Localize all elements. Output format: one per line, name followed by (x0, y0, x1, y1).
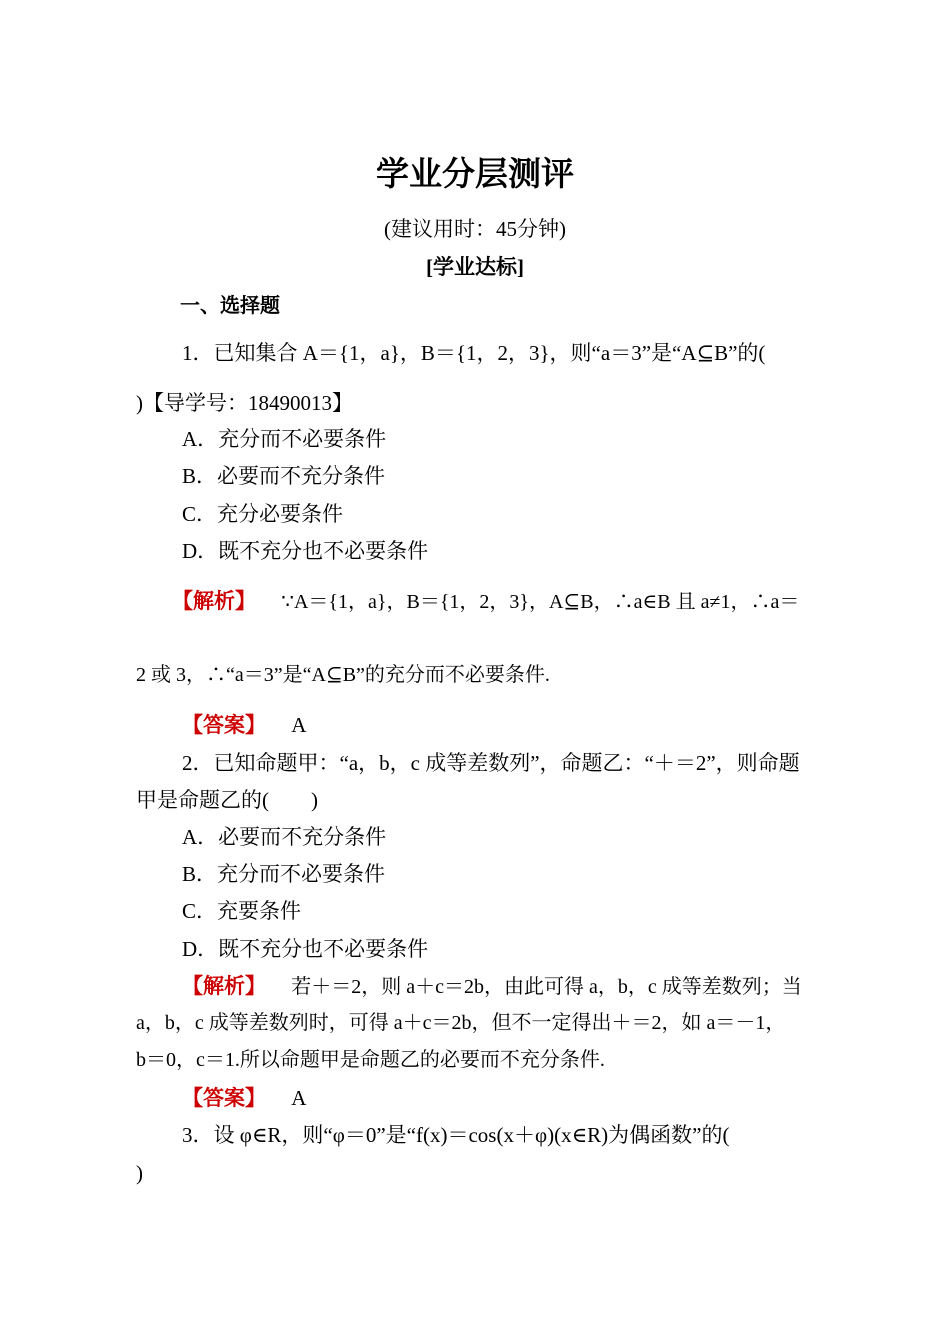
q2-stem-line1: 2．已知命题甲：“a，b，c 成等差数列”，命题乙：“＋＝2”，则命题 (182, 751, 800, 775)
q2-stem-line2: 甲是命题乙的( ) (136, 788, 318, 812)
q1-answer-tag: 【答案】 (182, 713, 266, 737)
q2-analysis-tag: 【解析】 (182, 974, 266, 998)
q1-analysis-text1: ∵A＝{1，a}，B＝{1，2，3}，A⊆B，∴a∈B 且 a≠1，∴a＝ (281, 591, 800, 613)
q2-analysis-line1 (182, 972, 802, 1001)
q1-stem-line2: )【导学号：18490013】 (136, 391, 353, 415)
q2-analysis-text1: 若＋＝2，则 a＋c＝2b，由此可得 a，b，c 成等差数列；当 (291, 976, 802, 998)
q2-answer-tag: 【答案】 (182, 1086, 266, 1110)
section-heading: 一、选择题 (180, 293, 280, 317)
page-title: 学业分层测评 (376, 154, 574, 193)
q3-stem-line1: 3．设 φ∈R，则“φ＝0”是“f(x)＝cos(x＋φ)(x∈R)为偶函数”的( (182, 1123, 730, 1147)
q1-analysis-tag: 【解析】 (172, 589, 256, 613)
q3-stem-line2: ) (136, 1161, 143, 1185)
q1-analysis-line2: 2 或 3，∴“a＝3”是“A⊆B”的充分而不必要条件. (136, 664, 550, 686)
q2-analysis-line3: b＝0，c＝1.所以命题甲是命题乙的必要而不充分条件. (136, 1049, 605, 1071)
level-label: [学业达标] (426, 255, 524, 279)
q1-answer-line (182, 711, 306, 739)
q2-answer-line (182, 1084, 306, 1112)
q1-option-d: D．既不充分也不必要条件 (182, 539, 429, 563)
q1-option-a: A．充分而不必要条件 (182, 427, 387, 451)
q1-analysis-line1 (172, 587, 799, 616)
time-note: (建议用时：45分钟) (384, 217, 566, 241)
q2-option-a: A．必要而不充分条件 (182, 825, 387, 849)
q2-option-c: C．充要条件 (182, 899, 302, 923)
q2-answer-value: A (291, 1086, 307, 1110)
q1-option-b: B．必要而不充分条件 (182, 464, 386, 488)
q2-analysis-line2: a，b，c 成等差数列时，可得 a＋c＝2b，但不一定得出＋＝2，如 a＝－1， (136, 1012, 786, 1034)
q2-option-b: B．充分而不必要条件 (182, 862, 386, 886)
q1-answer-value: A (291, 713, 307, 737)
q1-option-c: C．充分必要条件 (182, 502, 344, 526)
q2-option-d: D．既不充分也不必要条件 (182, 937, 429, 961)
q1-stem-line1: 1．已知集合 A＝{1，a}，B＝{1，2，3}，则“a＝3”是“A⊆B”的( (182, 341, 766, 365)
